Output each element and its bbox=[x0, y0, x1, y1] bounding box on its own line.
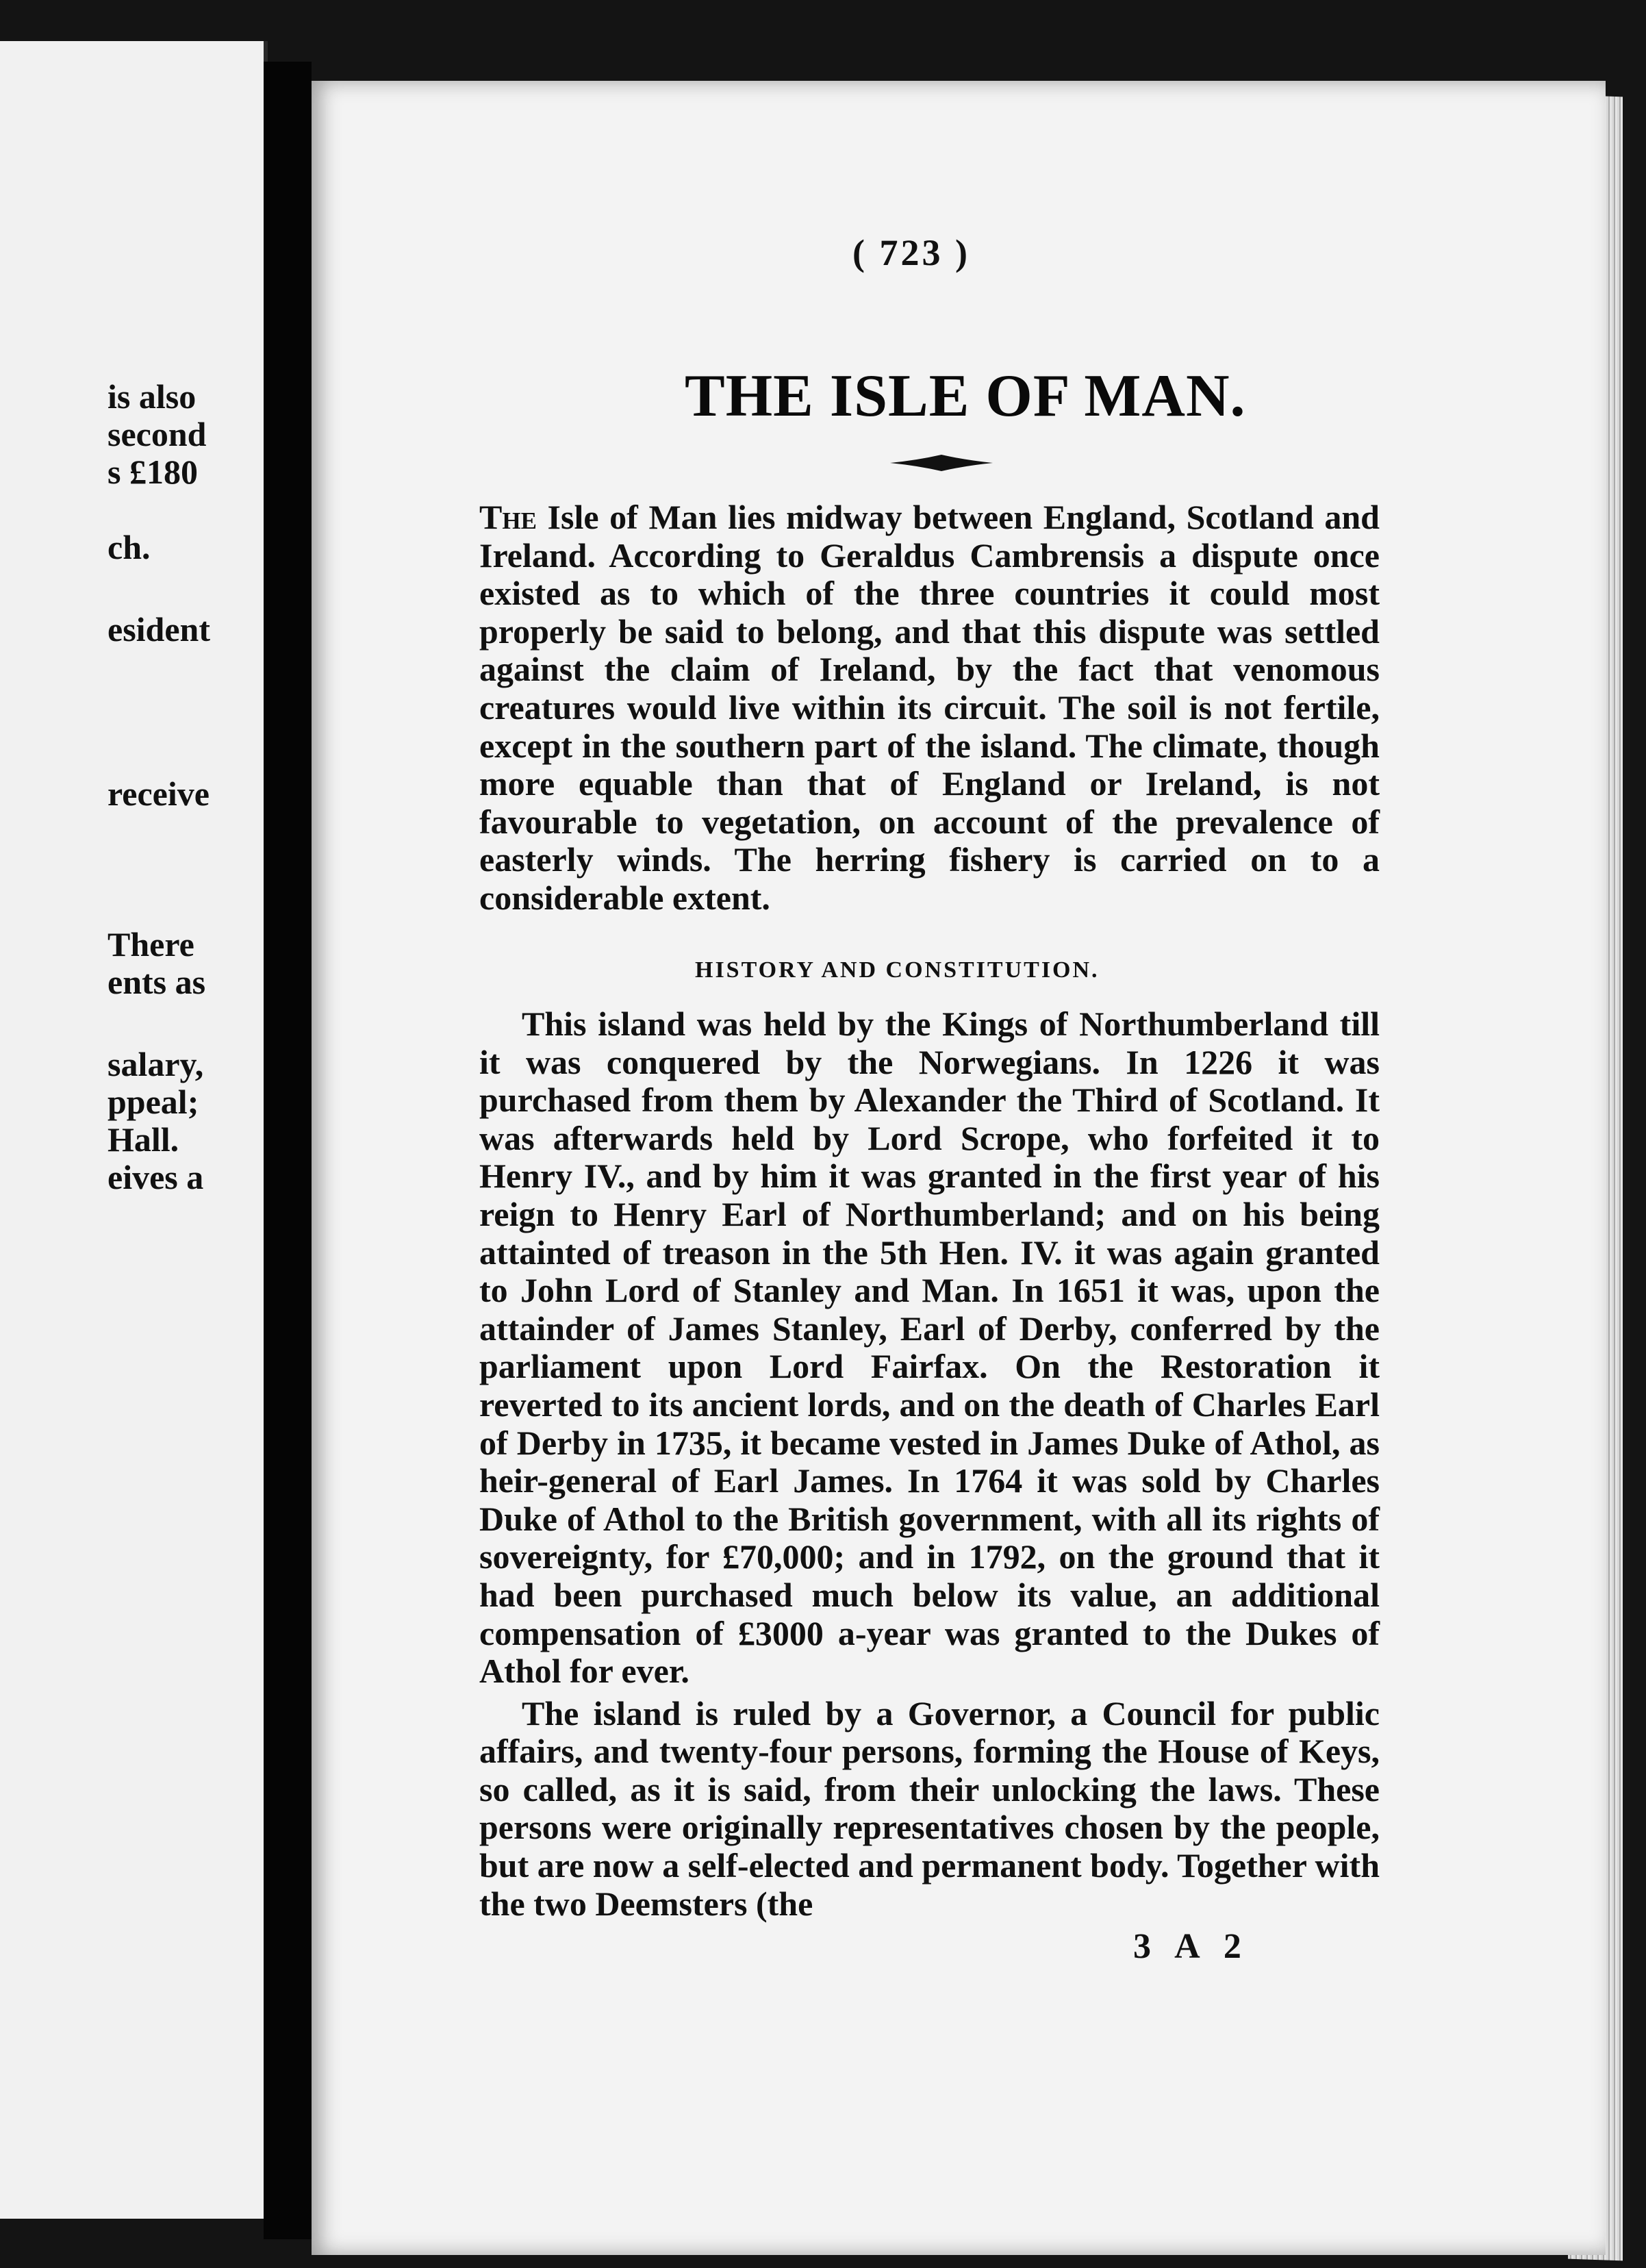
intro-lead-word: The bbox=[479, 498, 537, 536]
section-heading: HISTORY AND CONSTITUTION. bbox=[695, 957, 1100, 983]
history-paragraph: This island was held by the Kings of Northumberland till it was conquered by the Norwegians. In 1226 it was purchased from them by Alexander the Third of Scotland. It was afterwards held by Lord Scrope, who forfeited it to Henry IV., and by him it was granted in the first year of his reign to Henry Earl of Northumberland; and on his being attainted of treason in the 5th Hen. IV. it was again granted to John Lord of Stanley and Man. In 1651 it was, upon the attainder of James Stanley, Earl of Derby, conferred by the parliament upon Lord Fairfax. On the Restoration it reverted to its ancient lords, and on the death of Charles Earl of Derby in 1735, it became vested in James Duke of Athol, as heir-general of Earl James. In 1764 it was sold by Charles Duke of Athol to the British government, with all its rights of sovereignty, for £70,000; and in 1792, on the ground that it had been purchased much below its value, an additional compensation of £3000 a-year was granted to the Dukes of Athol for ever. bbox=[479, 1005, 1380, 1691]
left-page-fragment: is also bbox=[107, 377, 197, 416]
left-page-fragment: ppeal; bbox=[107, 1083, 199, 1121]
left-page-fragment: ents as bbox=[107, 963, 206, 1001]
left-page-fragment: There bbox=[107, 925, 194, 963]
title-ornament-icon bbox=[890, 453, 993, 473]
left-page-fragment: Hall. bbox=[107, 1120, 179, 1159]
left-page-fragment: receive bbox=[107, 774, 210, 813]
book-gutter bbox=[264, 62, 312, 2239]
page-title: THE ISLE OF MAN. bbox=[685, 363, 1246, 429]
signature-mark: 3 A 2 bbox=[1133, 1927, 1250, 1966]
left-facing-page bbox=[0, 41, 268, 2219]
history-section bbox=[479, 1005, 1380, 1923]
intro-text: Isle of Man lies midway between England, Scotland and Ireland. According to Geraldus Cambrensis a dispute once existed as to which of the three countries it could most properly be said to belong, and that this dispute was settled against the claim of Ireland, by the fact that venomous creatures would live within its circuit. The soil is not fertile, except in the southern part of the island. The climate, though more equable than that of England or Ireland, is not favourable to vegetation, on account of the prevalence of easterly winds. The herring fishery is carried on to a considerable extent. bbox=[479, 498, 1380, 917]
left-page-fragment: eives a bbox=[107, 1158, 204, 1196]
left-page-fragment: ch. bbox=[107, 528, 151, 566]
constitution-paragraph: The island is ruled by a Governor, a Council for public affairs, and twenty-four persons, forming the House of Keys, so called, as it is said, from their unlocking the laws. These persons were originally representatives chosen by the people, but are now a self-elected and permanent body. Together with the two Deemsters (the bbox=[479, 1693, 1380, 1923]
left-page-fragment: second bbox=[107, 415, 207, 453]
left-page-fragment: salary, bbox=[107, 1045, 204, 1083]
left-page-fragment: s £180 bbox=[107, 453, 198, 491]
right-page bbox=[312, 81, 1606, 2255]
page-number: ( 723 ) bbox=[852, 232, 970, 273]
intro-paragraph bbox=[479, 499, 1380, 918]
left-page-fragment: esident bbox=[107, 610, 210, 648]
